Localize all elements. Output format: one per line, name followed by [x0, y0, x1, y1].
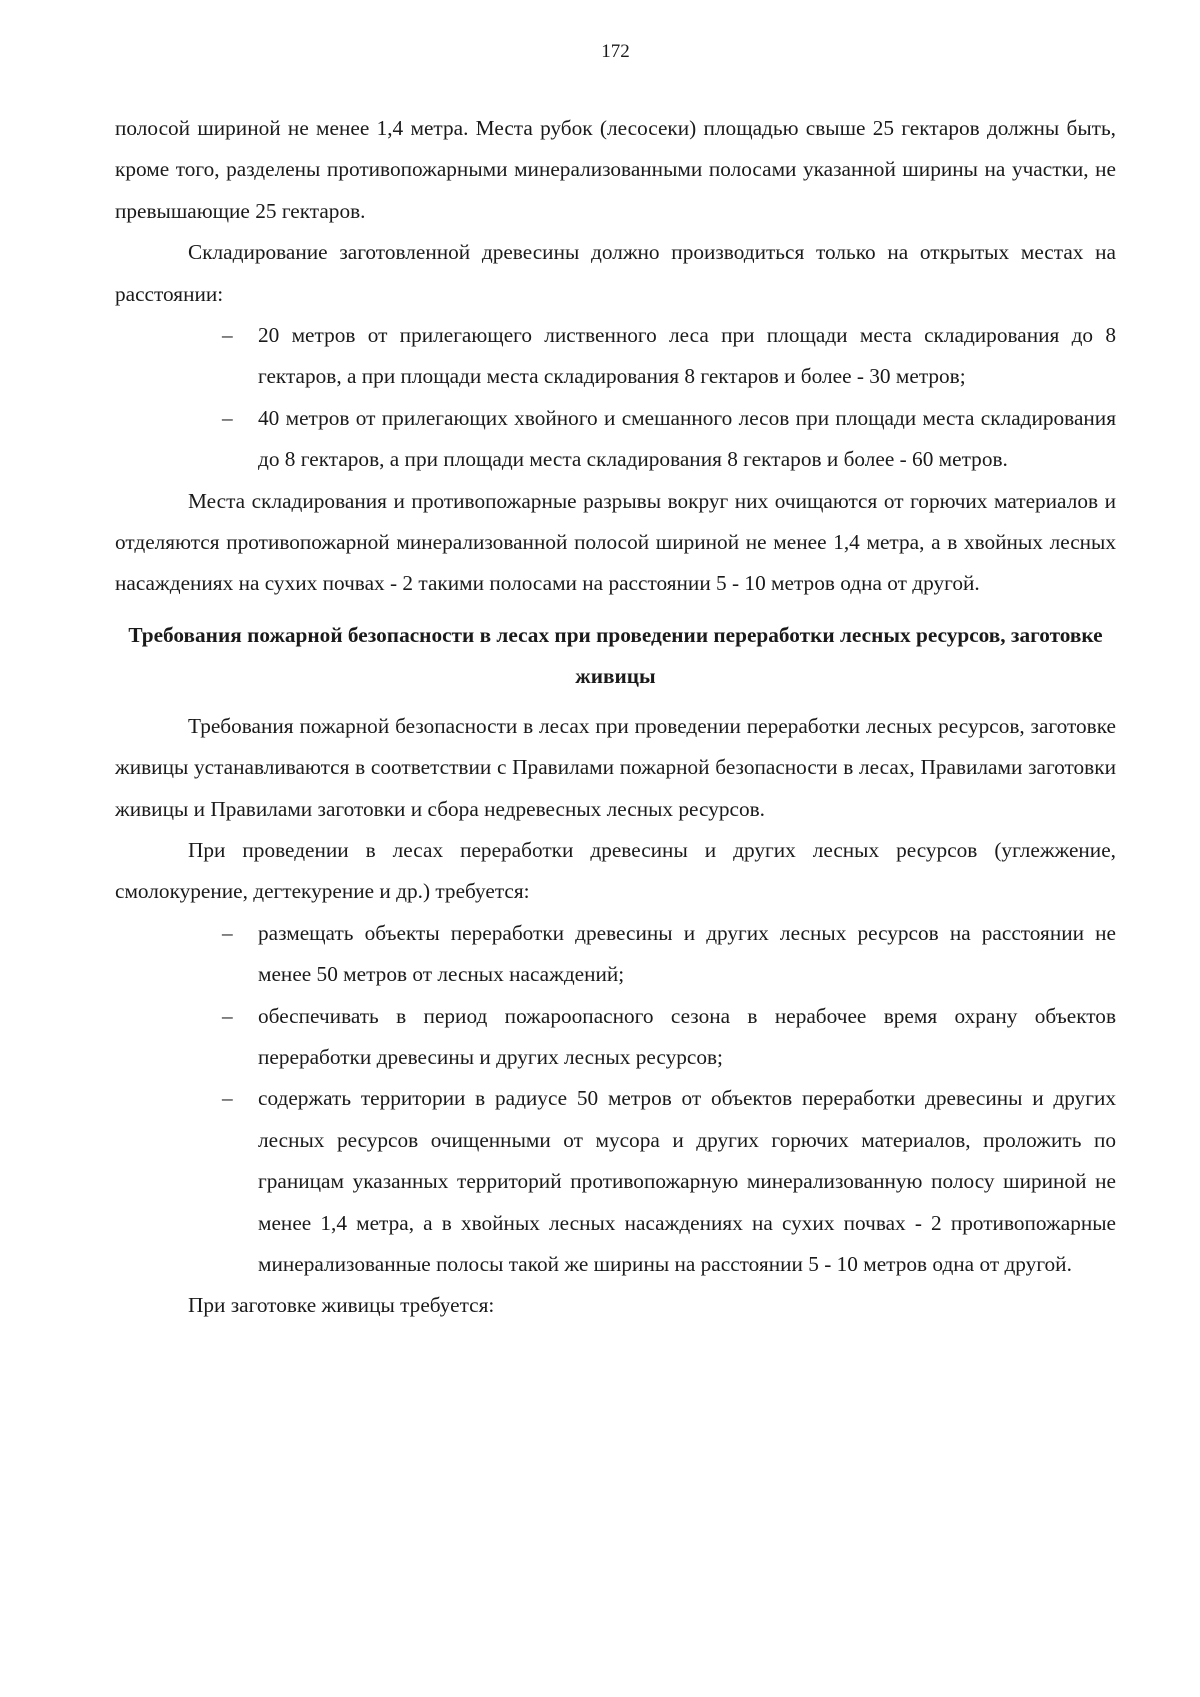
paragraph: Места складирования и противопожарные разрывы вокруг них очищаются от горючих материалов и отделяются противопожарной минерализованной полосой шириной не менее 1,4 метра, а в хвойных лесных насаждениях на сухих почвах - 2 такими полосами на расстоянии 5 - 10 метров одна от другой. [115, 488, 1116, 596]
paragraph: При заготовке живицы требуется: [188, 1293, 495, 1318]
list-item [222, 913, 1116, 996]
list-item [222, 398, 1116, 481]
list-item-text: 20 метров от прилегающего лиственного леса при площади места складирования до 8 гектаров, а при площади места складирования 8 гектаров и более - 30 метров; [258, 323, 1116, 389]
list-marker: – [222, 1086, 233, 1111]
list-item [222, 1078, 1116, 1285]
section-heading: Требования пожарной безопасности в лесах при проведении переработки лесных ресурсов, заготовке живицы [128, 622, 1103, 689]
paragraph: Складирование заготовленной древесины должно производиться только на открытых местах на расстоянии: [115, 240, 1116, 306]
paragraph: полосой шириной не менее 1,4 метра. Места рубок (лесосеки) площадью свыше 25 гектаров должны быть, кроме того, разделены противопожарными минерализованными полосами указанной ширины на участки, не превышающие 25 гектаров. [115, 116, 1116, 223]
list-item-text: 40 метров от прилегающих хвойного и смешанного лесов при площади места складирования до 8 гектаров, а при площади места складирования 8 гектаров и более - 60 метров. [258, 405, 1116, 472]
paragraph: При проведении в лесах переработки древесины и других лесных ресурсов (углежжение, смолокурение, дегтекурение и др.) требуется: [115, 837, 1116, 904]
list-marker: – [222, 920, 233, 945]
list-item-text: обеспечивать в период пожароопасного сезона в нерабочее время охрану объектов переработки древесины и других лесных ресурсов; [258, 1003, 1116, 1069]
list-item [222, 315, 1116, 398]
document-body [115, 108, 1116, 1327]
dash-list [115, 315, 1116, 481]
paragraph: Требования пожарной безопасности в лесах при проведении переработки лесных ресурсов, заготовке живицы устанавливаются в соответствии с Правилами пожарной безопасности в лесах, Правилами заготовки живицы и Правилами заготовки и сбора недревесных лесных ресурсов. [115, 713, 1116, 821]
list-marker: – [222, 323, 233, 348]
list-item-text: содержать территории в радиусе 50 метров от объектов переработки древесины и других лесных ресурсов очищенными от мусора и других горючих материалов, проложить по границам указанных территорий противопожарную минерализованную полосу шириной не менее 1,4 метра, а в хвойных лесных насаждениях на сухих почвах - 2 противопожарные минерализованные полосы такой же ширины на расстоянии 5 - 10 метров одна от другой. [258, 1086, 1116, 1276]
list-marker: – [222, 1003, 233, 1028]
dash-list [115, 913, 1116, 1286]
list-marker: – [222, 405, 233, 430]
list-item-text: размещать объекты переработки древесины и других лесных ресурсов на расстоянии не менее 50 метров от лесных насаждений; [258, 920, 1116, 987]
page-number: 172 [601, 41, 630, 62]
list-item [222, 996, 1116, 1079]
